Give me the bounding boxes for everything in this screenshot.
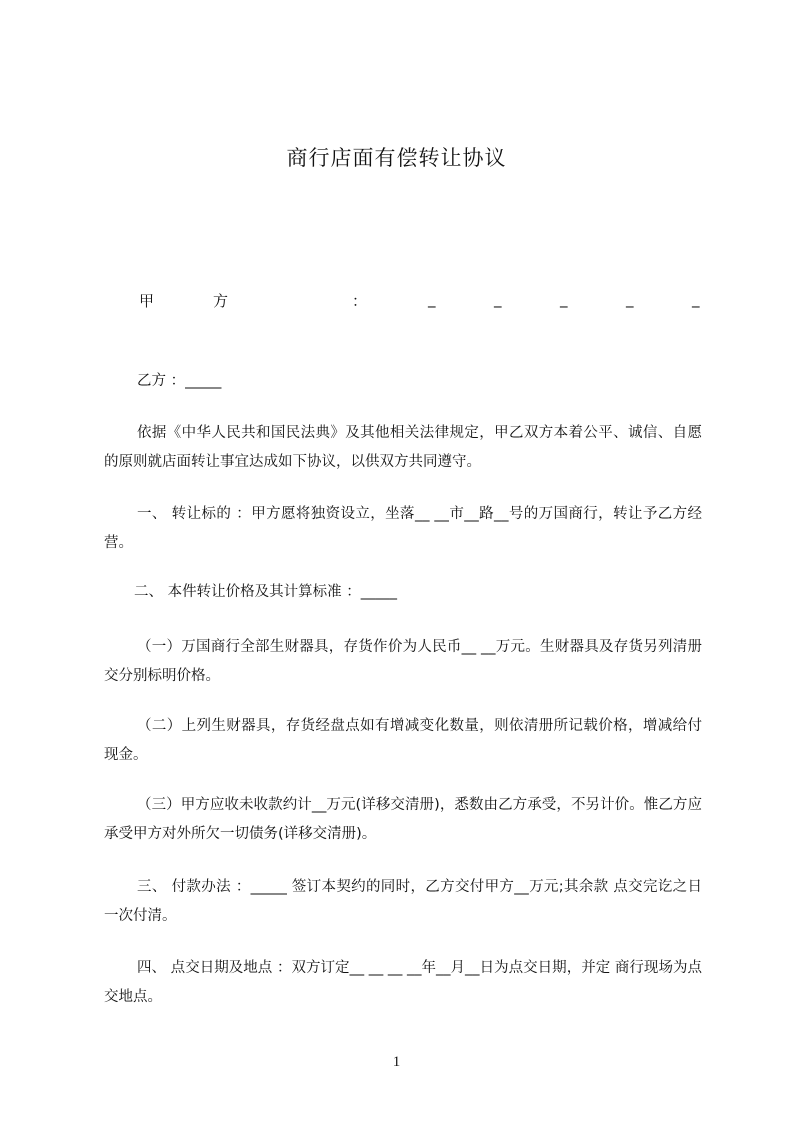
party-a-blank-5: _ [692,290,700,308]
party-b-line: 乙方 ：_____ [137,373,222,389]
paragraph-item-3: （三）甲方应收未收款约计__万元(详移交清册)，悉数由乙方承受，不另计价。惟乙方应承受甲方对外所欠一切债务(详移交清册)。 [104,797,702,842]
paragraph-item-1: （一）万国商行全部生财器具，存货作价为人民币__ __万元。生财器具及存货另列清册交分别标明价格。 [104,639,702,684]
party-a-line [0,290,793,314]
party-a-colon: ： [352,292,368,310]
party-a-blank-1: _ [428,290,436,308]
paragraph-preamble: 依据《中华人民共和国民法典》及其他相关法律规定，甲乙双方本着公平、诚信、自愿的原则就店面转让事宜达成如下协议，以供双方共同遵守。 [104,425,702,470]
paragraph-clause-4: 四、 点交日期及地点 ：双方订定__ __ __ __年__月__日为点交日期，并定 商行现场为点交地点。 [104,960,702,1005]
document-title: 商行店面有偿转让协议 [286,146,507,170]
paragraph-item-2: （二）上列生财器具，存货经盘点如有增减变化数量，则依清册所记载价格，增减给付现金。 [104,718,702,763]
paragraph-clause-3: 三、 付款办法 ：_____ 签订本契约的同时，乙方交付甲方__万元;其余款 点交完讫之日一次付清。 [104,879,702,924]
party-a-blank-3: _ [560,290,568,308]
party-a-blank-4: _ [626,290,634,308]
party-a-label-1: 甲 [139,292,155,310]
party-a-blank-2: _ [494,290,502,308]
paragraph-clause-2: 二、 本件转让价格及其计算标准 ：_____ [134,584,397,600]
page-number: 1 [392,1054,401,1070]
paragraph-clause-1: 一、 转让标的 ：甲方愿将独资设立，坐落__ __市__路__号的万国商行，转让予乙方经营。 [104,506,702,551]
party-a-label-2: 方 [213,292,229,310]
